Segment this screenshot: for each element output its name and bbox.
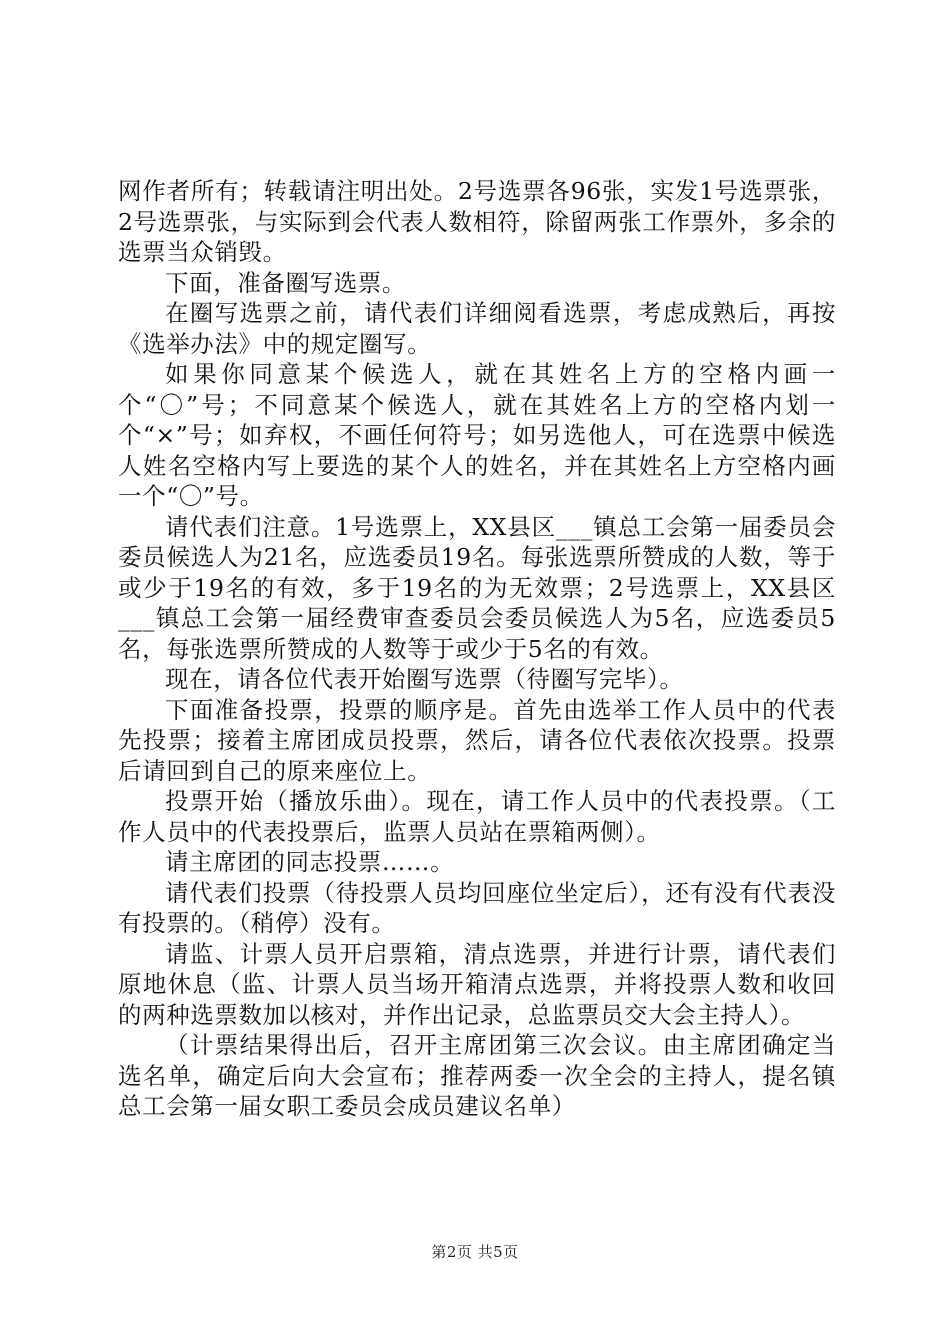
page-number-footer: 第2页 共5页	[431, 1243, 519, 1261]
paragraph: 请主席团的同志投票……。	[165, 848, 455, 876]
paragraph: 如果你同意某个候选人，就在其姓名上方的空格内画一个“〇”号；不同意某个候选人，就在其姓名上方的空格内划一个“×”号；如弃权，不画任何符号；如另选他人，可在选票中候选人姓名空格内写上要选的某个人的姓名，并在其姓名上方空格内画一个“〇”号。	[118, 360, 836, 510]
paragraph: 投票开始（播放乐曲）。现在，请工作人员中的代表投票。（工作人员中的代表投票后，监票人员站在票箱两侧）。	[118, 787, 836, 846]
paragraph: 在圈写选票之前，请代表们详细阅看选票，考虑成熟后，再按《选举办法》中的规定圈写。	[118, 299, 836, 358]
paragraph: 现在，请各位代表开始圈写选票（待圈写完毕）。	[165, 665, 684, 693]
paragraph: 下面准备投票，投票的顺序是。首先由选举工作人员中的代表先投票；接着主席团成员投票，然后，请各位代表依次投票。投票后请回到自己的原来座位上。	[118, 695, 836, 785]
document-body	[118, 176, 836, 1122]
paragraph: 下面，准备圈写选票。	[165, 268, 406, 297]
paragraph: 请代表们注意。1号选票上，XX县区___镇总工会第一届委员会委员候选人为21名，应选委员19名。每张选票所赞成的人数，等于或少于19名的有效，多于19名的为无效票；2号选票上，XX县区___镇总工会第一届经费审查委员会委员候选人为5名，应选委员5名，每张选票所赞成的人数等于或少于5名的有效。	[118, 512, 836, 663]
paragraph: 请代表们投票（待投票人员均回座位坐定后），还有没有代表没有投票的。（稍停）没有。	[118, 878, 836, 937]
paragraph-continuation: 网作者所有；转载请注明出处。2号选票各96张，实发1号选票张，2号选票张，与实际到会代表人数相符，除留两张工作票外，多余的选票当众销毁。	[118, 177, 836, 266]
paragraph: （计票结果得出后，召开主席团第三次会议。由主席团确定当选名单，确定后向大会宣布；推荐两委一次全会的主持人，提名镇总工会第一届女职工委员会成员建议名单）	[118, 1031, 836, 1120]
paragraph: 请监、计票人员开启票箱，清点选票，并进行计票，请代表们原地休息（监、计票人员当场开箱清点选票，并将投票人数和收回的两种选票数加以核对，并作出记录，总监票员交大会主持人）。	[118, 939, 836, 1029]
